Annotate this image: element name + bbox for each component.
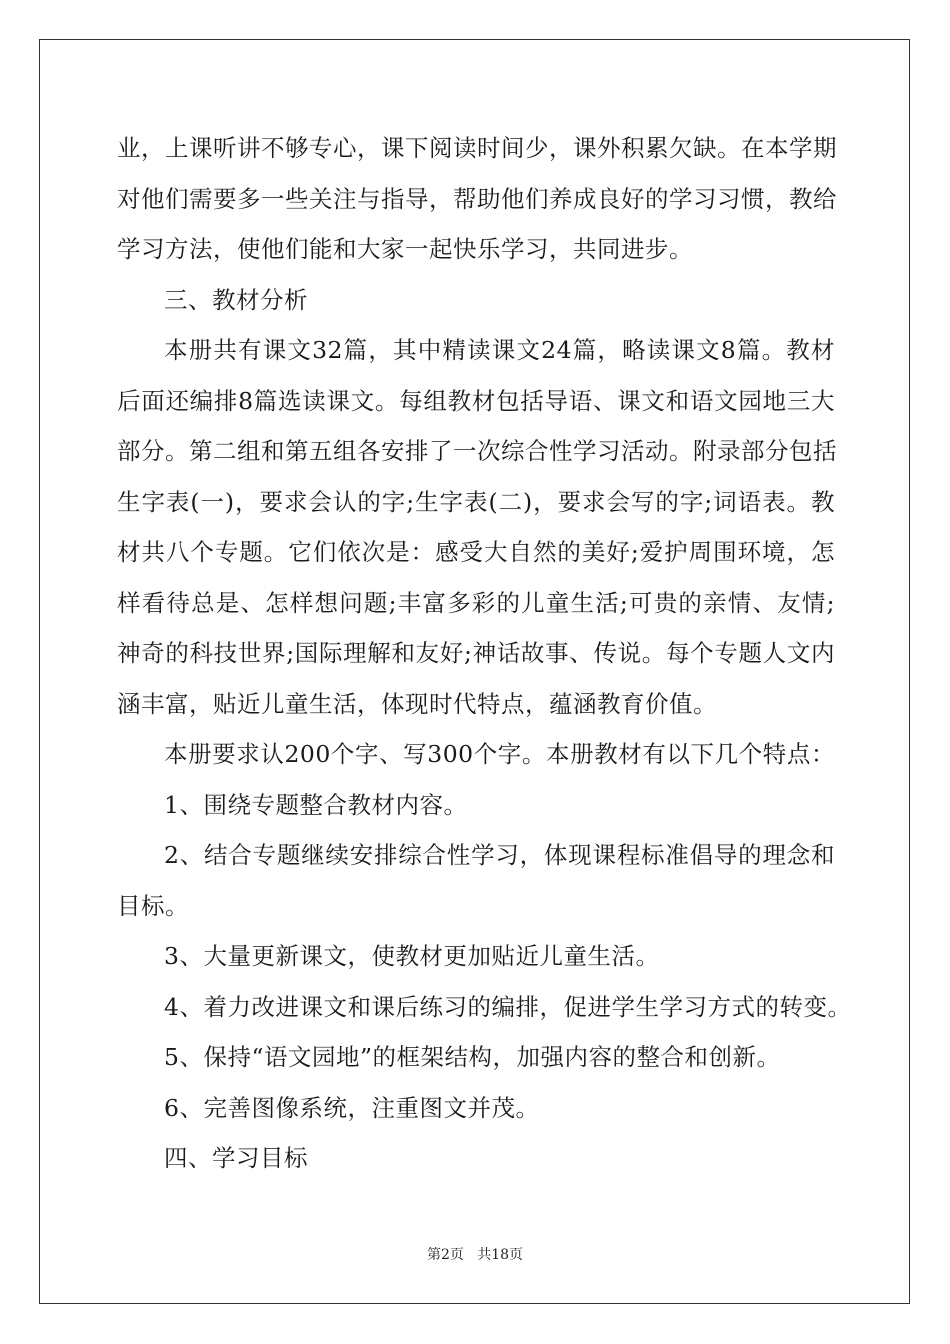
text-line: 生字表(一)，要求会认的字;生字表(二)，要求会写的字;词语表。教 bbox=[117, 487, 835, 516]
text-line: 本册共有课文32篇，其中精读课文24篇，略读课文8篇。教材 bbox=[164, 336, 835, 364]
list-item: 3、大量更新课文，使教材更加贴近儿童生活。 bbox=[164, 942, 660, 970]
list-item: 6、完善图像系统，注重图文并茂。 bbox=[164, 1093, 540, 1122]
text-line: 业，上课听讲不够专心，课下阅读时间少，课外积累欠缺。在本学期 bbox=[117, 134, 837, 162]
text-line: 后面还编排8篇选读课文。每组教材包括导语、课文和语文园地三大 bbox=[117, 386, 835, 415]
text-line: 学习方法，使他们能和大家一起快乐学习，共同进步。 bbox=[117, 235, 693, 263]
text-line: 材共八个专题。它们依次是：感受大自然的美好;爱护周围环境，怎 bbox=[117, 538, 835, 566]
text-line: 样看待总是、怎样想问题;丰富多彩的儿童生活;可贵的亲情、友情; bbox=[117, 588, 835, 617]
section-heading: 四、学习目标 bbox=[164, 1144, 308, 1172]
page-number: 第2页 共18页 bbox=[426, 1247, 524, 1263]
text-line: 目标。 bbox=[117, 891, 189, 920]
text-line: 部分。第二组和第五组各安排了一次综合性学习活动。附录部分包括 bbox=[117, 437, 837, 465]
text-line: 涵丰富，贴近儿童生活，体现时代特点，蕴涵教育价值。 bbox=[117, 689, 717, 718]
list-item: 4、着力改进课文和课后练习的编排，促进学生学习方式的转变。 bbox=[164, 992, 852, 1021]
list-item: 2、结合专题继续安排综合性学习，体现课程标准倡导的理念和 bbox=[164, 841, 835, 869]
text-line: 神奇的科技世界;国际理解和友好;神话故事、传说。每个专题人文内 bbox=[117, 639, 835, 667]
text-line: 对他们需要多一些关注与指导，帮助他们养成良好的学习习惯，教给 bbox=[117, 184, 837, 213]
document-body bbox=[117, 128, 852, 1189]
list-item: 1、围绕专题整合教材内容。 bbox=[164, 790, 468, 819]
list-item: 5、保持“语文园地”的框架结构，加强内容的整合和创新。 bbox=[164, 1043, 781, 1071]
section-heading: 三、教材分析 bbox=[164, 285, 308, 314]
text-line: 本册要求认200个字、写300个字。本册教材有以下几个特点： bbox=[164, 740, 835, 768]
